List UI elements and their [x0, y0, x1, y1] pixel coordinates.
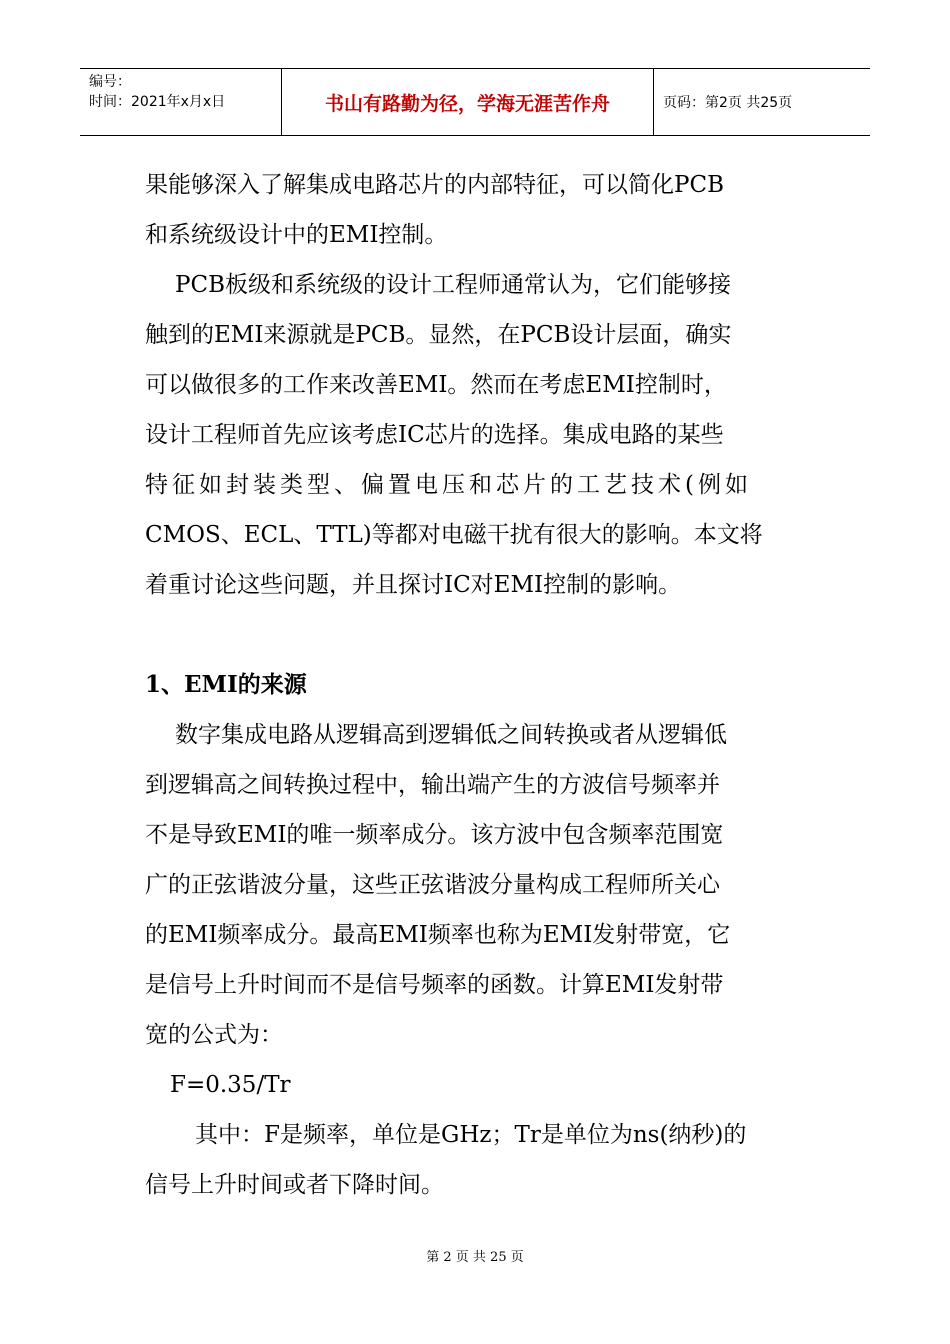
document-body	[145, 160, 805, 1210]
body-line: CMOS、ECL、TTL)等都对电磁干扰有很大的影响。本文将	[145, 522, 763, 548]
section-line: 广的正弦谐波分量，这些正弦谐波分量构成工程师所关心	[145, 872, 720, 898]
page-footer: 第 2 页 共 25 页	[426, 1250, 524, 1265]
doc-time-label: 时间：2021年x月x日	[89, 94, 226, 110]
body-line: PCB板级和系统级的设计工程师通常认为，它们能够接	[175, 272, 731, 298]
section-line: 不是导致EMI的唯一频率成分。该方波中包含频率范围宽	[145, 822, 724, 848]
section-line: 是信号上升时间而不是信号频率的函数。计算EMI发射带	[145, 972, 724, 998]
section-line: 数字集成电路从逻辑高到逻辑低之间转换或者从逻辑低	[175, 722, 727, 748]
body-line: 设计工程师首先应该考虑IC芯片的选择。集成电路的某些	[145, 422, 724, 448]
section-line: 的EMI频率成分。最高EMI频率也称为EMI发射带宽，它	[145, 922, 731, 948]
section-heading: 1、EMI的来源	[145, 671, 307, 698]
header-motto: 书山有路勤为径，学海无涯苦作舟	[282, 69, 654, 135]
doc-number-label: 编号：	[89, 74, 131, 90]
body-line: 触到的EMI来源就是PCB。显然，在PCB设计层面，确实	[145, 322, 732, 348]
body-line: 和系统级设计中的EMI控制。	[145, 222, 448, 248]
page-header	[80, 68, 870, 136]
header-page-info: 页码：第2页 共25页	[663, 95, 793, 111]
note-line: 信号上升时间或者下降时间。	[145, 1172, 444, 1198]
formula: F=0.35/Tr	[170, 1072, 291, 1098]
section-line: 宽的公式为：	[145, 1022, 283, 1048]
body-line: 着重讨论这些问题，并且探讨IC对EMI控制的影响。	[145, 572, 682, 598]
body-line: 果能够深入了解集成电路芯片的内部特征，可以简化PCB	[145, 172, 724, 198]
section-line: 到逻辑高之间转换过程中，输出端产生的方波信号频率并	[145, 772, 720, 798]
body-line: 可以做很多的工作来改善EMI。然而在考虑EMI控制时，	[145, 372, 727, 398]
header-meta	[80, 69, 282, 135]
note-line: 其中：F是频率，单位是GHz；Tr是单位为ns(纳秒)的	[195, 1122, 747, 1148]
body-line: 特征如封装类型、偏置电压和芯片的工艺技术(例如	[145, 472, 752, 498]
